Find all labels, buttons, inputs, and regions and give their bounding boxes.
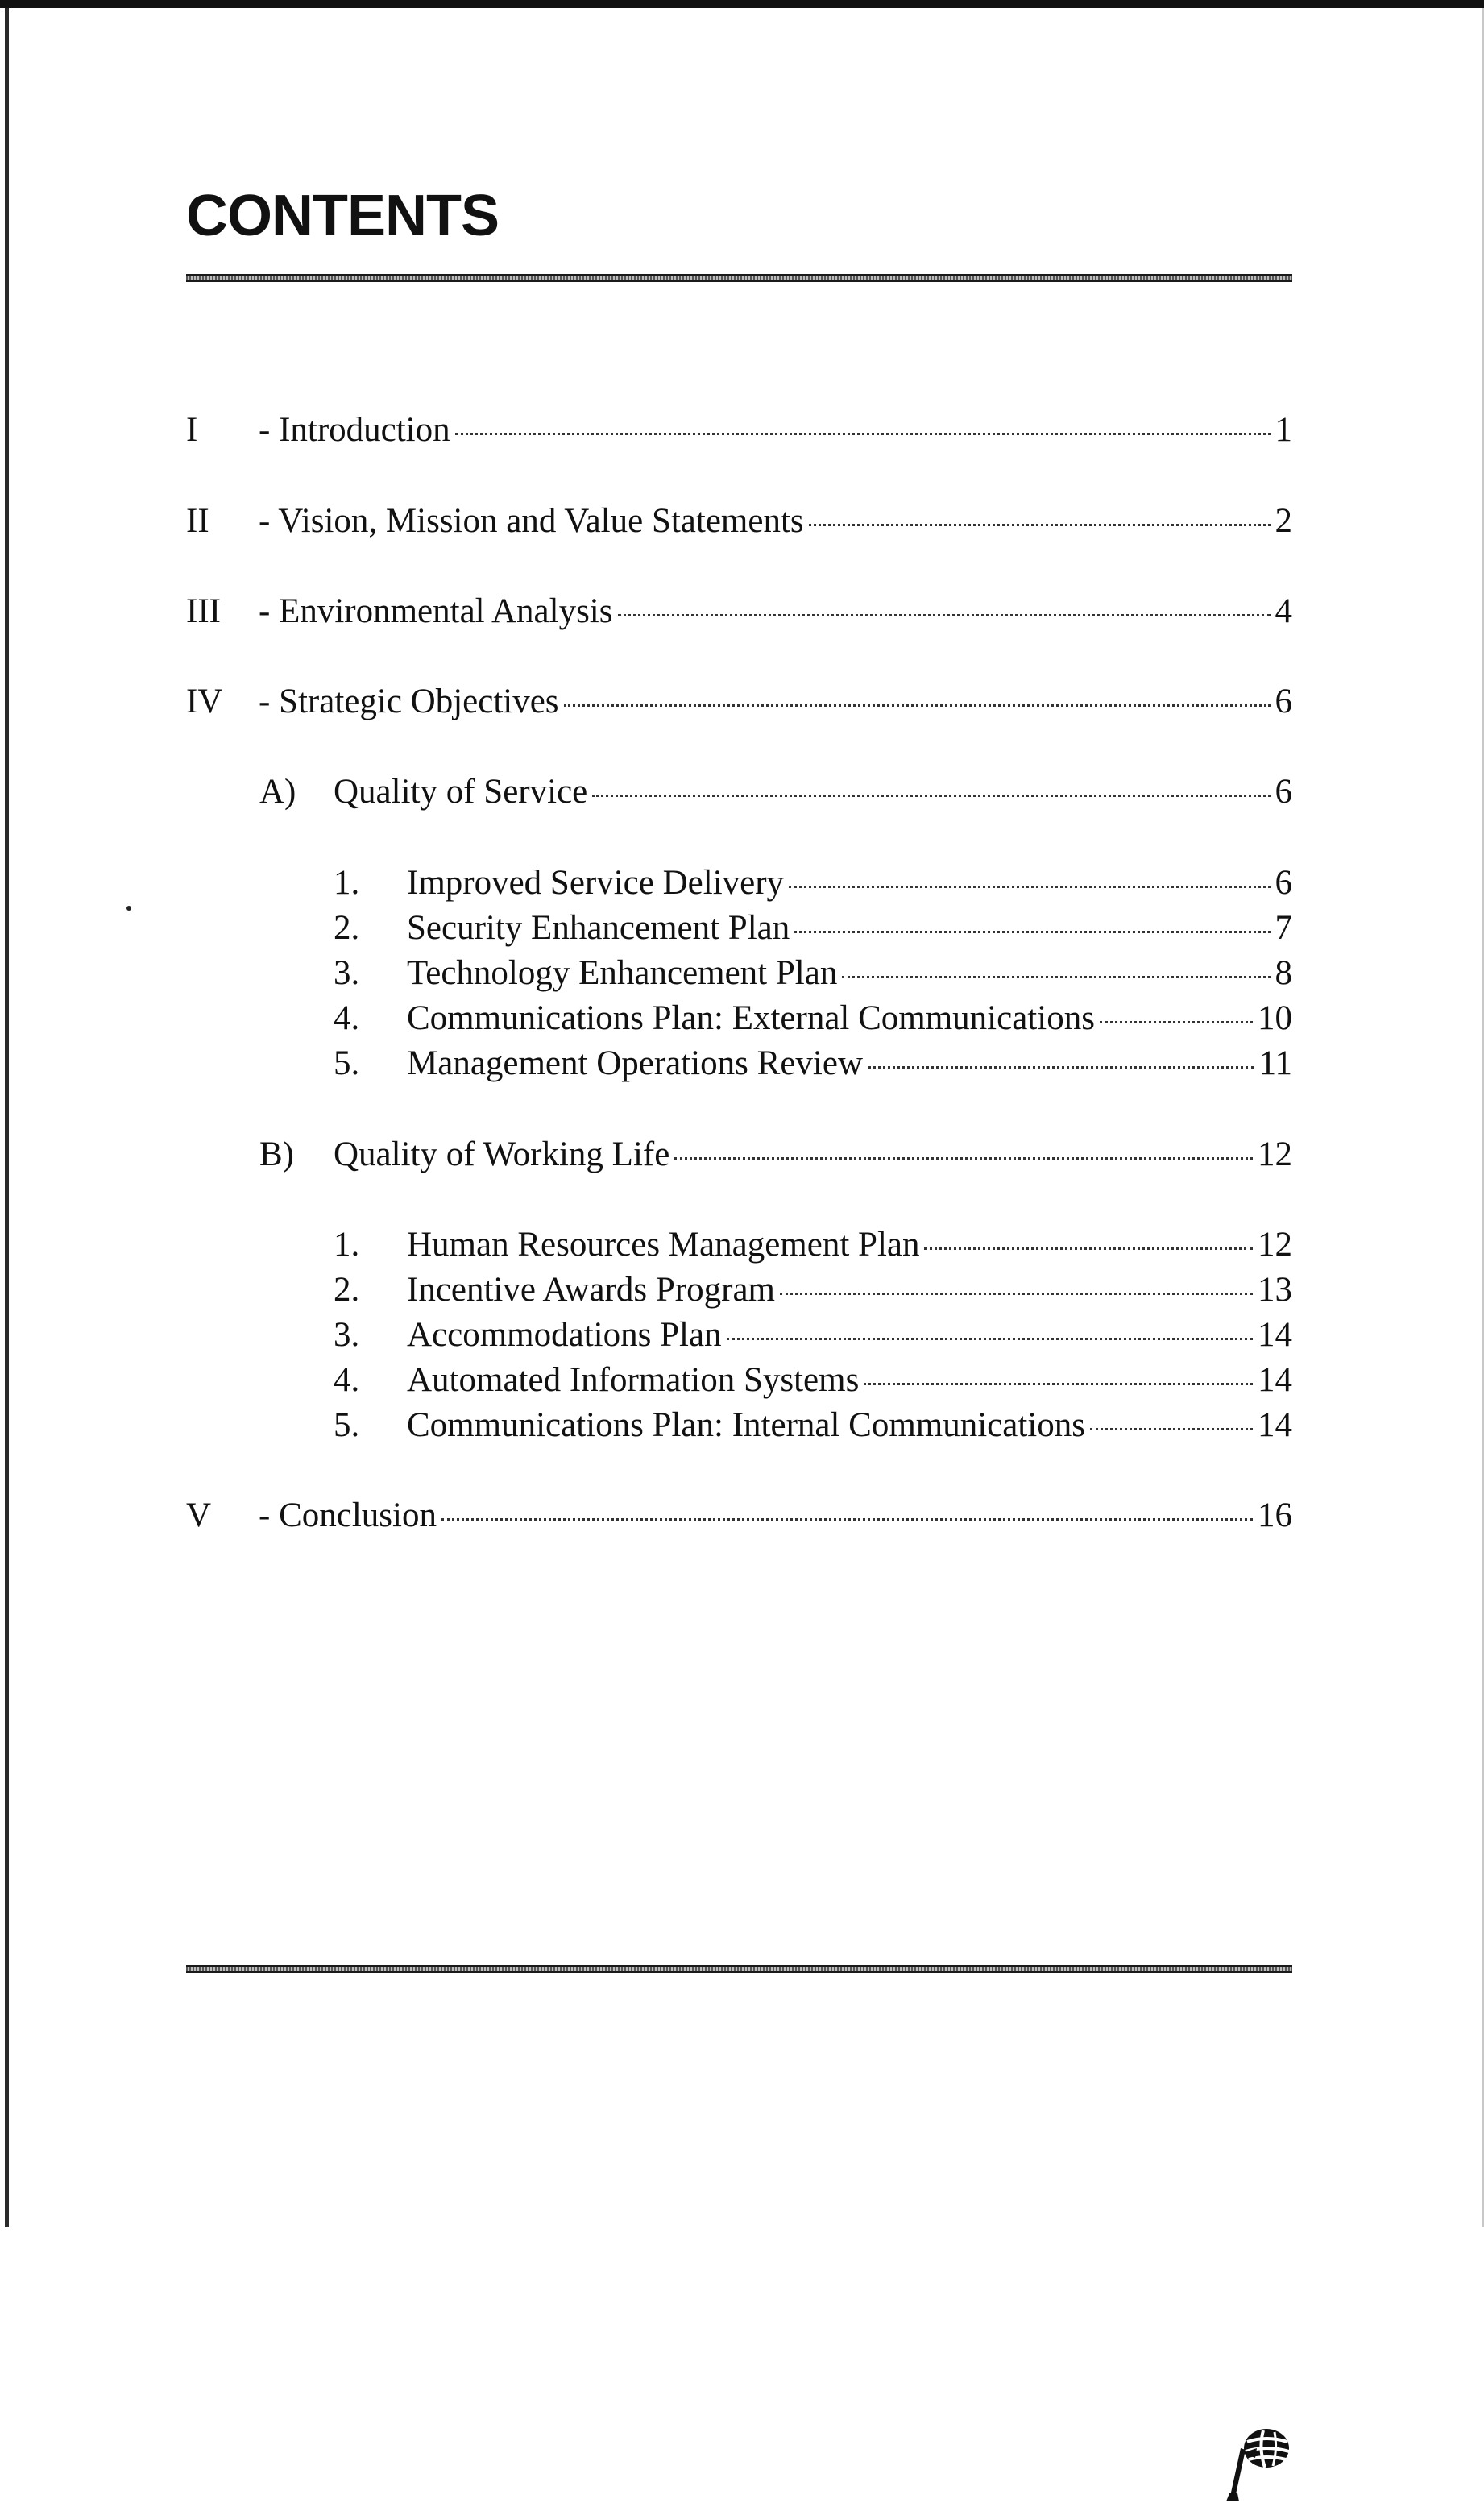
toc-entry-page: 8 <box>1275 954 1292 992</box>
toc-entry-number: 5. <box>334 1044 360 1082</box>
dot-leader <box>868 1066 1254 1069</box>
toc-entry-security-enhancement[interactable] <box>334 908 1292 948</box>
dot-leader <box>789 886 1270 888</box>
dot-leader <box>564 704 1271 707</box>
toc-entry-label: - Conclusion <box>259 1496 437 1534</box>
toc-entry-page: 16 <box>1258 1496 1292 1534</box>
toc-entry-label: - Strategic Objectives <box>259 683 559 720</box>
toc-entry-number: 3. <box>334 954 360 992</box>
dot-leader <box>618 614 1271 616</box>
dot-leader <box>455 433 1271 435</box>
dot-leader <box>809 524 1271 526</box>
dot-leader <box>864 1383 1253 1385</box>
toc-entry-page: 6 <box>1275 683 1292 720</box>
toc-entry-number: 2. <box>334 909 360 947</box>
toc-entry-external-communications[interactable] <box>334 998 1292 1039</box>
toc-entry-label: Improved Service Delivery <box>407 864 785 902</box>
dot-leader <box>794 931 1270 933</box>
dot-leader <box>780 1293 1253 1295</box>
dot-leader <box>592 795 1270 797</box>
toc-entry-label: Management Operations Review <box>407 1044 863 1082</box>
toc-entry-label: Automated Information Systems <box>407 1361 860 1399</box>
toc-entry-accommodations-plan[interactable] <box>334 1315 1292 1355</box>
toc-entry-label: Accommodations Plan <box>407 1316 722 1354</box>
toc-entry-page: 13 <box>1258 1271 1292 1309</box>
dot-leader <box>842 976 1270 978</box>
toc-entry-number: 4. <box>334 999 360 1037</box>
toc-entry-technology-enhancement[interactable] <box>334 953 1292 994</box>
dot-leader <box>441 1518 1253 1521</box>
dot-leader <box>727 1338 1253 1340</box>
toc-entry-label: Human Resources Management Plan <box>407 1226 920 1264</box>
toc-entry-number: I <box>186 411 198 449</box>
toc-entry-number: II <box>186 502 209 540</box>
dot-leader <box>1100 1021 1253 1023</box>
toc-entry-page: 6 <box>1275 773 1292 811</box>
toc-entry-page: 1 <box>1275 411 1292 449</box>
toc-entry-number: B) <box>259 1135 294 1173</box>
toc-entry-number: 1. <box>334 1226 360 1264</box>
toc-entry-number: A) <box>259 773 296 811</box>
toc-entry-label: Incentive Awards Program <box>407 1271 775 1309</box>
dot-leader <box>924 1247 1253 1250</box>
toc-entry-number: IV <box>186 683 223 720</box>
toc-entry-conclusion[interactable] <box>186 1496 1292 1536</box>
toc-entry-number: 1. <box>334 864 360 902</box>
toc-entry-label: - Environmental Analysis <box>259 592 613 630</box>
toc-entry-page: 6 <box>1275 864 1292 902</box>
toc-entry-page: 11 <box>1258 1044 1292 1082</box>
toc-entry-page: 2 <box>1275 502 1292 540</box>
toc-entry-page: 14 <box>1258 1406 1292 1444</box>
dot-leader <box>1090 1428 1253 1430</box>
globe-flag-logo-icon <box>1218 2413 1294 2503</box>
toc-entry-page: 14 <box>1258 1361 1292 1399</box>
toc-entry-number: 2. <box>334 1271 360 1309</box>
toc-entry-label: - Introduction <box>259 411 450 449</box>
toc-entry-internal-communications[interactable] <box>334 1405 1292 1446</box>
toc-entry-quality-of-service[interactable] <box>259 772 1292 812</box>
page-title: CONTENTS <box>186 184 499 248</box>
toc-entry-environmental-analysis[interactable] <box>186 592 1292 632</box>
toc-entry-page: 4 <box>1275 592 1292 630</box>
toc-entry-management-operations-review[interactable] <box>334 1044 1292 1084</box>
toc-entry-number: III <box>186 592 221 630</box>
toc-entry-page: 7 <box>1275 909 1292 947</box>
toc-entry-label: Communications Plan: Internal Communications <box>407 1406 1085 1444</box>
toc-entry-label: Communications Plan: External Communications <box>407 999 1095 1037</box>
toc-entry-page: 12 <box>1258 1135 1292 1173</box>
toc-entry-strategic-objectives[interactable] <box>186 682 1292 722</box>
toc-entry-number: V <box>186 1496 212 1534</box>
footer-rule <box>186 1965 1292 1973</box>
toc-entry-quality-of-working-life[interactable] <box>259 1135 1292 1175</box>
toc-entry-improved-service-delivery[interactable] <box>334 863 1292 903</box>
toc-entry-automated-information-systems[interactable] <box>334 1360 1292 1401</box>
toc-entry-label: Quality of Working Life <box>334 1135 670 1173</box>
toc-entry-label: - Vision, Mission and Value Statements <box>259 502 804 540</box>
toc-entry-vision-mission[interactable] <box>186 501 1292 542</box>
dot-leader <box>674 1157 1253 1160</box>
toc-entry-page: 12 <box>1258 1226 1292 1264</box>
toc-entry-label: Security Enhancement Plan <box>407 909 790 947</box>
toc-entry-introduction[interactable] <box>186 410 1292 450</box>
toc-entry-human-resources-management[interactable] <box>334 1225 1292 1265</box>
toc-entry-number: 5. <box>334 1406 360 1444</box>
toc-entry-number: 4. <box>334 1361 360 1399</box>
toc-entry-incentive-awards[interactable] <box>334 1270 1292 1310</box>
toc-entry-page: 10 <box>1258 999 1292 1037</box>
scan-speck <box>126 906 131 911</box>
toc-entry-number: 3. <box>334 1316 360 1354</box>
toc-entry-label: Technology Enhancement Plan <box>407 954 838 992</box>
toc-entry-label: Quality of Service <box>334 773 588 811</box>
toc-entry-page: 14 <box>1258 1316 1292 1354</box>
